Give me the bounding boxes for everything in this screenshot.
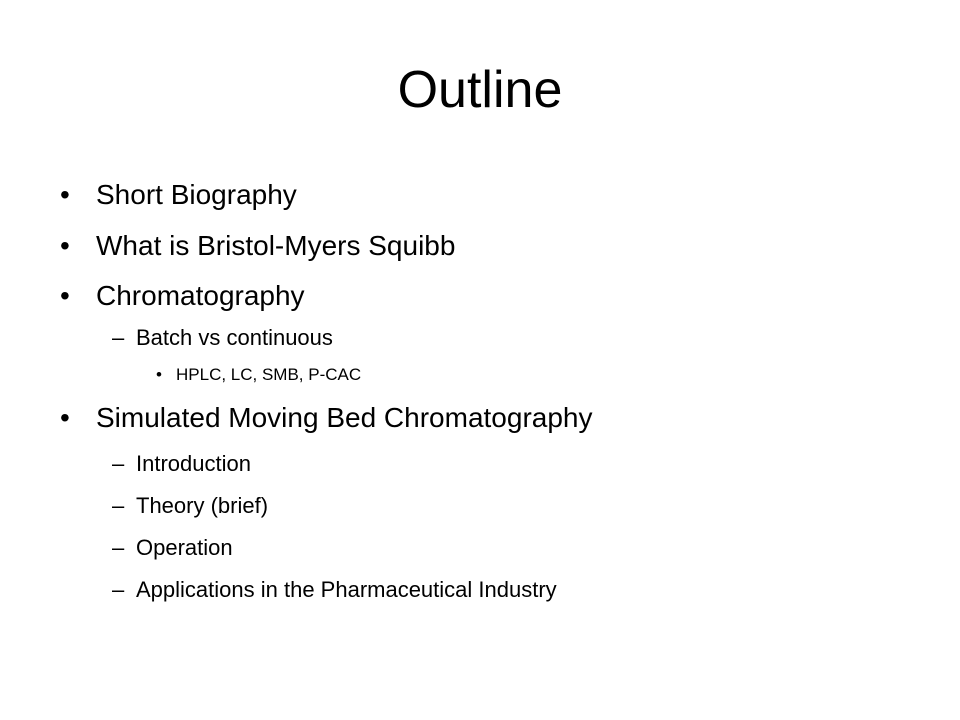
subsubitem-hplc-lc-smb: HPLC, LC, SMB, P-CAC bbox=[176, 365, 362, 384]
dash-marker: – bbox=[112, 493, 125, 518]
subitem-applications-pharma: Applications in the Pharmaceutical Industry bbox=[136, 577, 557, 602]
dash-marker: – bbox=[112, 577, 125, 602]
bullet-marker: • bbox=[60, 179, 70, 210]
bullet-marker: • bbox=[60, 230, 70, 261]
slide-title: Outline bbox=[397, 61, 563, 119]
dash-marker: – bbox=[112, 535, 125, 560]
bullet-smb-chromatography: Simulated Moving Bed Chromatography bbox=[96, 402, 593, 433]
bullet-bristol-myers-squibb: What is Bristol-Myers Squibb bbox=[96, 230, 456, 261]
subitem-batch-vs-continuous: Batch vs continuous bbox=[136, 325, 333, 350]
subitem-operation: Operation bbox=[136, 535, 233, 560]
dash-marker: – bbox=[112, 325, 125, 350]
bullet-chromatography: Chromatography bbox=[96, 280, 305, 311]
bullet-short-biography: Short Biography bbox=[96, 179, 297, 210]
subitem-theory-brief: Theory (brief) bbox=[136, 493, 269, 518]
dash-marker: – bbox=[112, 451, 125, 476]
bullet-marker: • bbox=[60, 280, 70, 311]
bullet-marker-small: • bbox=[156, 365, 162, 384]
bullet-marker: • bbox=[60, 402, 70, 433]
subitem-introduction: Introduction bbox=[136, 451, 251, 476]
